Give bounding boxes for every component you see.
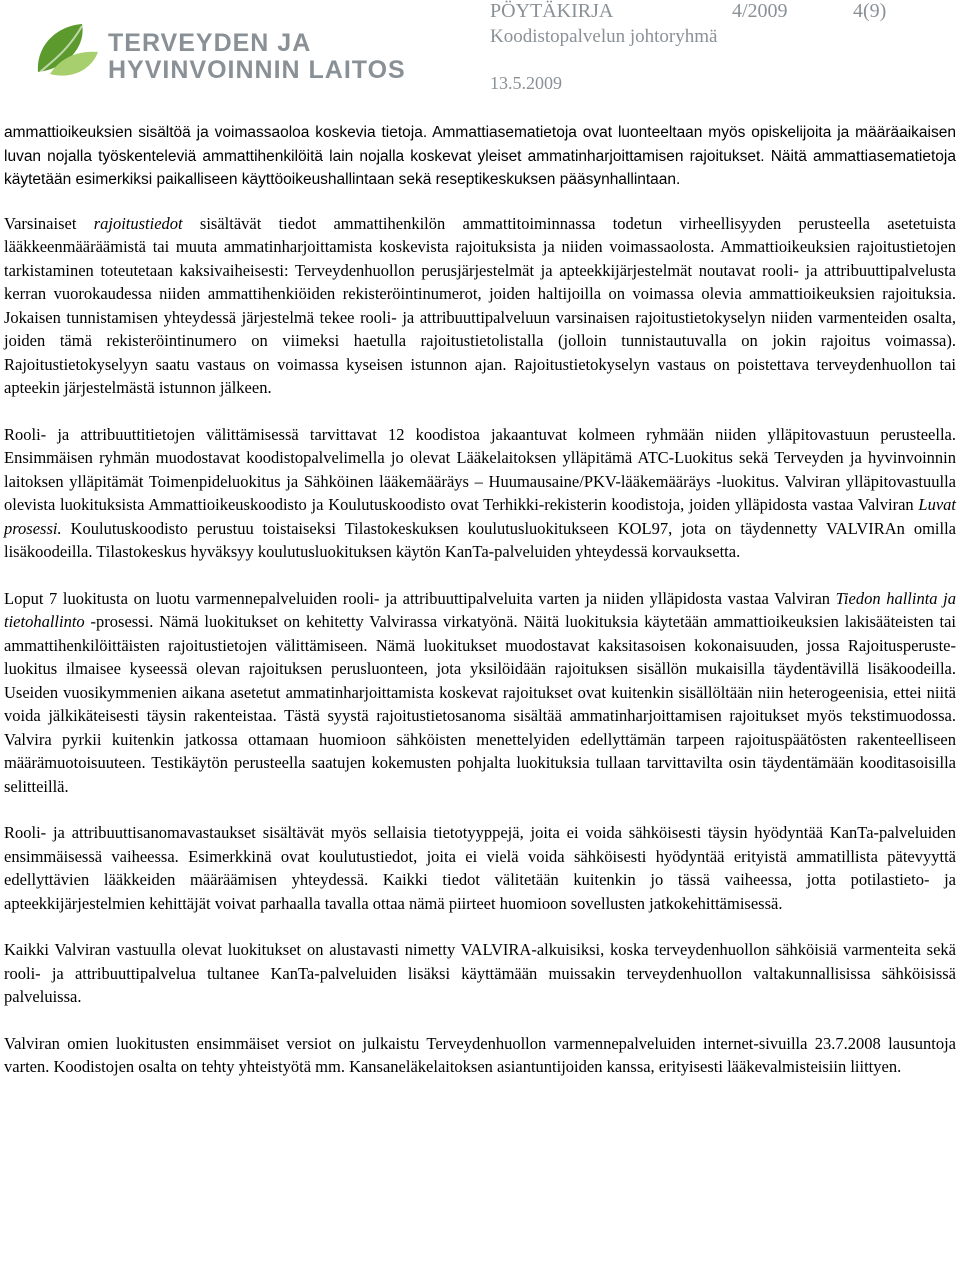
thl-logo: [30, 10, 406, 90]
document-number: 4/2009: [732, 0, 788, 22]
paragraph-3-text-a: Rooli- ja attribuuttitietojen välittämisessä tarvittavat 12 koodistoa jakaantuvat kolmeen ryhmään niiden ylläpitovastuun perusteella. Ensimmäisen ryhmän muodostavat koodistopalvelimella jo olevat Lääkelaitoksen ylläpitämä ATC-Luokitus sekä Terveyden ja hyvinvoinnin laitoksen ylläpitämät Toimenpideluokitus ja Sähköinen lääkemääräys – Huumausaine/PKV-lääkemääräys -luokitus. Valviran ylläpitovastuulla olevista luokituksista Ammattioikeuskoodisto ja Koulutuskoodisto ovat Terhikki-rekisterin koodistoja, joiden ylläpidosta vastaa Valviran: [4, 424, 956, 514]
document-date: 13.5.2009: [490, 73, 562, 93]
document-body: [4, 121, 956, 1102]
paragraph-3-emphasis: Luvat prosessi.: [4, 495, 956, 538]
thl-leaf-icon: [30, 10, 110, 90]
paragraph-1: ammattioikeuksien sisältöä ja voimassaoloa koskevia tietoja. Ammattiasematietoja ovat luonteeltaan myös opiskelijoita ja määräaikaisen luvan nojalla työskenteleviä ammattihenkilöitä lain nojalla koskevat yleiset ammatinharjoittamisen rajoitukset. Näitä ammattiasematietoja käytetään esimerkiksi paikalliseen käyttöoikeushallintaan sekä reseptikeskuksen pääsynhallintaan.: [4, 124, 956, 188]
paragraph-3: [4, 423, 956, 564]
paragraph-7: Valviran omien luokitusten ensimmäiset versiot on julkaistu Terveydenhuollon varmennepalveluiden internet-sivuilla 23.7.2008 lausuntoja varten. Koodistojen osalta on tehty yhteistyötä mm. Kansaneläkelaitoksen asiantuntijoiden kanssa, erityisesti lääkevalmisteisiin liittyen.: [4, 1033, 956, 1076]
paragraph-4-emphasis: Tiedon hallinta ja tietohallinto: [4, 588, 956, 631]
logo-text-line1: TERVEYDEN JA: [108, 29, 312, 57]
paragraph-6: Kaikki Valviran vastuulla olevat luokitukset on alustavasti nimetty VALVIRA-alkuisiksi, koska terveydenhuollon sähköisiä varmenteita sekä rooli- ja attribuuttipalvelua tultanee KanTa-palveluiden lisäksi käyttämään muissakin terveydenhuollon valtakunnallisissa sähköisissä palveluissa.: [4, 940, 956, 1006]
logo-text-line2: HYVINVOINNIN LAITOS: [108, 56, 406, 84]
paragraph-4: [4, 587, 956, 799]
paragraph-2-text-c: sisältävät tiedot ammattihenkilön ammattitoiminnassa todetun virheellisyyden perusteella asetetuista lääkkeenmääräämistä tai muuta ammatinharjoittamista koskevista rajoituksista ja niiden voimassaolosta. Ammattioikeuksien rajoitustietojen tarkistaminen toteutetaan kaksivaiheisesti: Terveydenhuollon perusjärjestelmät ja apteekkijärjestelmät noutavat rooli- ja attribuuttipalvelusta kerran vuorokaudessa niiden ammattihenkiöiden rekisteröintinumerot, joiden haltijoilla on voimassa olevia ammattioikeuksien rajoituksia. Jokaisen tunnistamisen yhteydessä järjestelmä tekee rooli- ja attribuuttipalveluun varsinaisen rajoitustietokyselyn niiden varmenteiden osalta, joiden tämä rekisteröintinumero on viimeksi haetulla rajoitustietolistalla (jolloin tunnistautuvalla on jokin rajoitus voimassa). Rajoitustietokyselyyn saatu vastaus on voimassa kyseisen istunnon ajan. Rajoitustietokyselyn vastaus on poistettava terveydenhuollon tai apteekin järjestelmästä istunnon jälkeen.: [4, 213, 956, 397]
paragraph-2: [4, 212, 956, 400]
paragraph-5: Rooli- ja attribuuttisanomavastaukset sisältävät myös sellaisia tietotyyppejä, joita ei voida sähköisesti täysin hyödyntää KanTa-palveluiden ensimmäisessä vaiheessa. Esimerkkinä ovat koulutustiedot, joita ei vielä voida sähköisesti hyödyntää erityistä ammatillista pätevyyttä edellyttävien lääkkeiden määräämisen yhteydessä. Kaikki tiedot välitetään kuitenkin jo tässä vaiheessa, jotta potilastieto- ja apteekkijärjestelmien kehittäjät voivat parhaalla tavalla ottaa nämä piirteet huomioon sovellusten jatkokehittämisessä.: [4, 823, 956, 913]
document-type: PÖYTÄKIRJA: [490, 0, 614, 22]
paragraph-4-text-a: Loput 7 luokitusta on luotu varmennepalveluiden rooli- ja attribuuttipalveluita varten ja niiden ylläpidosta vastaa Valviran: [4, 588, 836, 608]
page-number: 4(9): [853, 0, 887, 22]
page-header: [0, 0, 960, 110]
paragraph-3-text-c: Koulutuskoodisto perustuu toistaiseksi Tilastokeskuksen koulutusluokitukseen KOL97, jota on täydennetty VALVIRAn omilla lisäkoodeilla. Tilastokeskus hyväksyy koulutusluokituksen käytön KanTa-palveluiden yhteydessä korvauksetta.: [4, 518, 956, 561]
paragraph-2-text-a: Varsinaiset: [4, 213, 94, 233]
paragraph-2-emphasis: rajoitustiedot: [93, 213, 183, 233]
paragraph-4-text-c: -prosessi. Nämä luokitukset on kehitetty Valvirassa virkatyönä. Näitä luokituksia käytetään ammattioikeuksien lakisääteisten tai ammattihenkilöittäisten rajoitustietojen välittämiseen. Nämä luokitukset muodostavat kaksitasoisen kokonaisuuden, jossa Rajoitusperuste-luokitus ilmaisee kyseessä olevan rajoituksen perusluonteen, jota yksilöidään rajoituksen sisällön mukaisilla täydentävillä lisäkoodeilla. Useiden vuosikymmenien aikana asetetut ammatinharjoittamista koskevat rajoitukset ovat kuitenkin sisällöltään niin heterogeenisia, ettei niitä voida jälkikäteisesti täysin rakenteistaa. Tästä syystä rajoitustietosanoma sisältää ammatinharjoittamisen rajoitukset myös tekstimuodossa. Valvira pyrkii kuitenkin jatkossa ottamaan huomioon sähköisten menettelyiden edellyttämän tarpeen rajoituspäätösten rakenteelliseen määrämuotoisuuteen. Testikäytön perusteella saatujen kokemusten pohjalta luokituksia tullaan tarvittavilta osin täydentämään kooditasoisilla selitteillä.: [4, 612, 956, 796]
organization-name: Koodistopalvelun johtoryhmä: [490, 26, 718, 47]
